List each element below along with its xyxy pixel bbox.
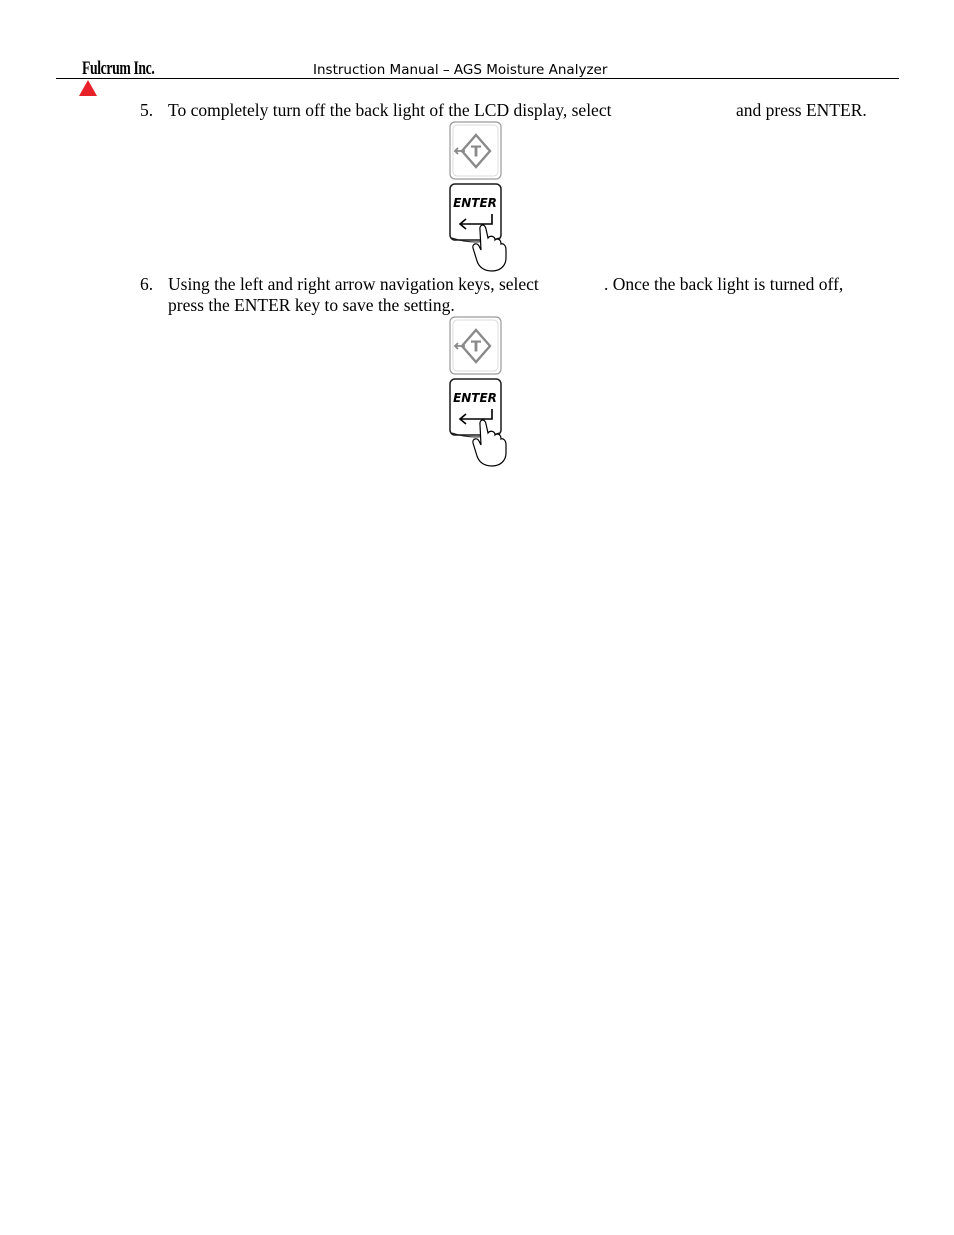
step-5-key-illustration xyxy=(446,120,512,272)
logo-triangle-icon xyxy=(79,80,97,96)
step-6-number: 6. xyxy=(140,274,154,294)
enter-key-icon xyxy=(450,184,501,242)
tare-key-icon xyxy=(450,317,501,374)
tare-key-label: T xyxy=(470,142,482,161)
step-6-line2: press the ENTER key to save the setting. xyxy=(168,295,455,315)
enter-key-icon xyxy=(450,379,501,437)
company-logo: Fulcrum Inc. xyxy=(82,58,155,79)
document-title: Instruction Manual – AGS Moisture Analyzer xyxy=(313,62,608,78)
tare-key-label: T xyxy=(470,337,482,356)
step-5-text-after: and press ENTER. xyxy=(736,100,867,120)
step-6-key-illustration xyxy=(446,315,512,467)
tare-key-icon xyxy=(450,122,501,179)
header-divider xyxy=(56,78,899,79)
step-6-line1-after: . Once the back light is turned off, xyxy=(604,274,844,294)
enter-key-label: ENTER xyxy=(453,391,497,405)
step-5-number: 5. xyxy=(140,100,154,120)
step-5-text-before: To completely turn off the back light of the LCD display, select xyxy=(168,100,612,120)
enter-key-label: ENTER xyxy=(453,196,497,210)
step-6-line1-before: Using the left and right arrow navigation keys, select xyxy=(168,274,539,294)
